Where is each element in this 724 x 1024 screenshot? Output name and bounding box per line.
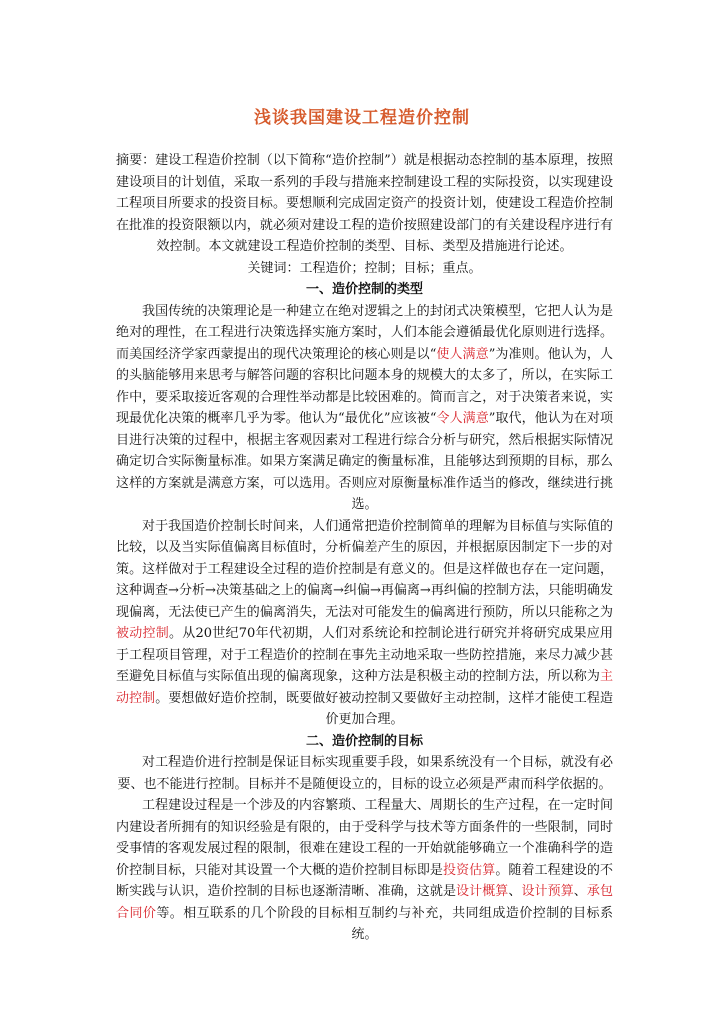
document-body [116,150,613,946]
text-span: 、 [573,884,587,899]
highlight-term-passive-control: 被动控制 [116,626,169,641]
section-heading-goals: 二、造价控制的目标 [305,733,423,749]
text-span: ”取代，他认为在对项目进行决策的过程中，根据主客观因素对工程进行综合分析与研究，然后根据实际情况确定切合实际衡量标准。如果方案满足确定的衡量标准，且能够达到预期的目标，那么这样的方案就是满意方案，可以选用。否则应对原衡量标准作适当的修改，继续进行挑选。 [116,411,613,512]
highlight-term-design-budget: 设计预算 [521,884,574,899]
text-span: 、 [508,884,522,899]
text-span: 我国传统的决策理论是一种建立在绝对逻辑之上的封闭式决策模型，它把人认为是绝对的理性，在工程进行决策选择实施方案时，人们本能会遵循最优化原则进行选择。而美国经济学家西蒙提出的现代决策理论的核心则是以“ [116,303,613,362]
section-heading-types: 一、造价控制的类型 [305,282,423,297]
text-span: ”为准则。他认为，人的头脑能够用来思考与解答问题的容积比问题本身的规模大的太多了，所以，在实际工作中，要采取接近客观的合理性举动都是比较困难的。简而言之，对于决策者来说，实现最优化决策的概率几乎为零。他认为“最优化”应该被“ [116,346,613,426]
text-span: 等。相互联系的几个阶段的目标相互制约与补充，共同组成造价控制的目标系统。 [156,905,613,942]
highlight-term-satisfying: 使人满意 [436,346,489,362]
highlight-term-active-control: 主动控制 [116,669,613,706]
page-title: 浅谈我国建设工程造价控制 [254,108,470,128]
text-span: 。从20世纪70年代初期，人们对系统论和控制论进行研究并将研究成果应用于工程项目管理，对于工程造价的控制在事先主动地采取一些防控措施，来尽力减少甚至避免目标值与实际值出现的偏离现象，这种方法是积极主动的控制方法，所以称为 [116,626,613,684]
section2-paragraph-1: 对工程造价进行控制是保证目标实现重要手段，如果系统没有一个目标，就没有必要、也不能进行控制。目标并不是随便设立的，目标的设立必须是严肃而科学依据的。 [117,755,613,792]
abstract-paragraph: 摘要：建设工程造价控制（以下简称“造价控制”）就是根据动态控制的基本原理，按照建设项目的计划值，采取一系列的手段与措施来控制建设工程的实际投资，以实现建设工程项目所要求的投资目标。要想顺利完成固定资产的投资计划，使建设工程造价控制在批准的投资限额以内，就必须对建设工程的造价按照建设部门的有关建设程序进行有效控制。本文就建设工程造价控制的类型、目标、类型及措施进行论述。 [116,153,613,254]
highlight-term-design-estimate: 设计概算 [456,884,509,899]
highlight-term-contract-price: 承包合同价 [116,884,613,921]
text-span: 对于我国造价控制长时间来，人们通常把造价控制简单的理解为目标值与实际值的比较，以及当实际值偏离目标值时，分析偏差产生的原因，并根据原因制定下一步的对策。这样做对于工程建设全过程的造价控制是有意义的。但是这样做也存在一定问题，这种调查→分析→决策基础之上的偏离→纠偏→再偏离→再纠偏的控制方法，只能明确发现偏离，无法使已产生的偏离消失，无法对可能发生的偏离进行预防，所以只能称之为 [116,518,613,620]
section2-paragraph-2 [116,795,613,946]
highlight-term-satisfying-2: 令人满意 [436,411,489,426]
highlight-term-investment-estimate: 投资估算 [443,862,496,878]
text-span: 。随着工程建设的不断实践与认识，造价控制的目标也逐渐清晰、准确，这就是 [116,862,613,899]
text-span: 工程建设过程是一个涉及的内容繁琐、工程量大、周期长的生产过程，在一定时间内建设者所拥有的知识经验是有限的，由于受科学与技术等方面条件的一些限制，同时受事情的客观发展过程的限制，很难在建设工程的一开始就能够确立一个准确科学的造价控制目标，只能对其设置一个大概的造价控制目标即是 [116,798,613,878]
text-span: 。要想做好造价控制，既要做好被动控制又要做好主动控制，这样才能使工程造价更加合理。 [155,690,613,727]
section1-paragraph-2 [116,516,613,731]
keywords-line: 关键词：工程造价；控制；目标；重点。 [247,260,482,276]
section1-paragraph-1 [116,301,613,516]
